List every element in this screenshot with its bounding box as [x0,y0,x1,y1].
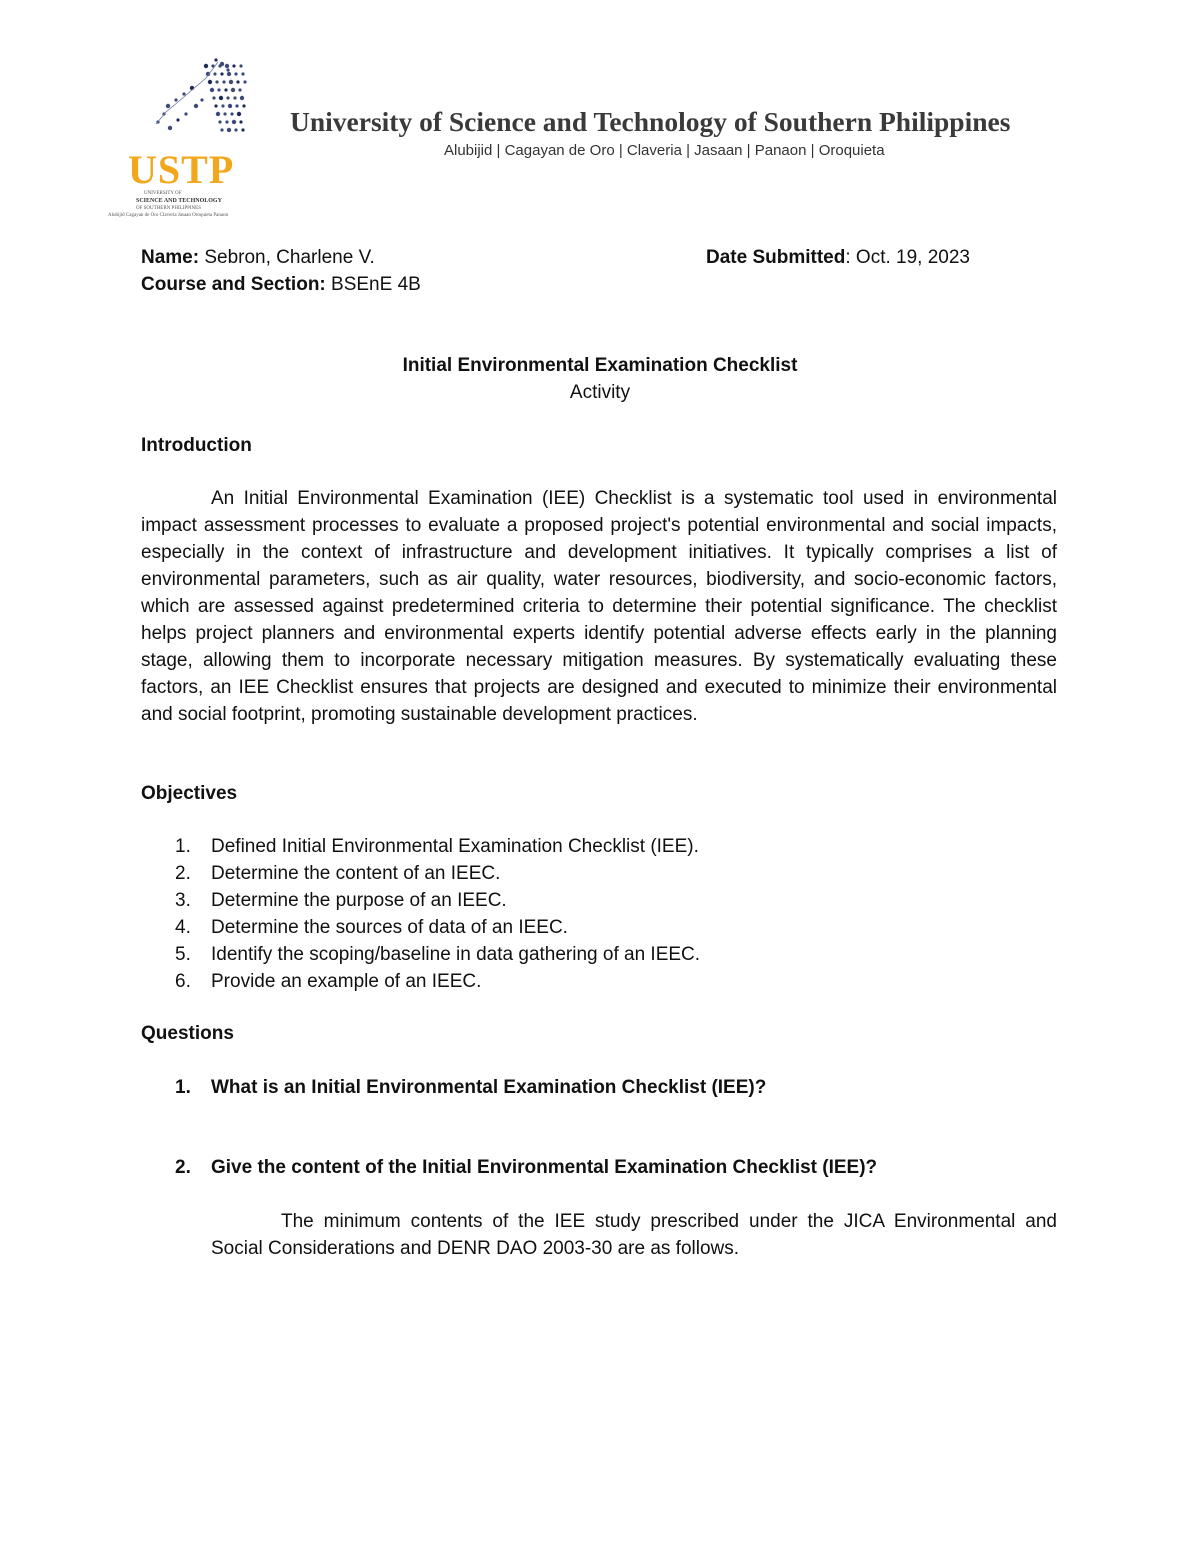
constellation-icon [106,56,286,156]
date-label: Date Submitted [706,247,846,268]
campus-list: Alubijid | Cagayan de Oro | Claveria | Jasaan | Panaon | Oroquieta [444,142,885,159]
list-item: 1. What is an Initial Environmental Examination Checklist (IEE)? [175,1077,767,1098]
logo-line-2: SCIENCE AND TECHNOLOGY [136,198,222,204]
list-item: 6. Provide an example of an IEEC. [175,971,482,992]
course-section-line [141,271,421,298]
introduction-heading: Introduction [141,435,252,456]
name-value: Sebron, Charlene V. [199,247,375,268]
list-item: 4. Determine the sources of data of an IEEC. [175,917,568,938]
logo-line-3: OF SOUTHERN PHILIPPINES [136,206,202,211]
university-name: University of Science and Technology of Southern Philippines [290,106,1011,137]
questions-heading: Questions [141,1023,234,1044]
introduction-body: An Initial Environmental Examination (IEE) Checklist is a systematic tool used in environmental impact assessment processes to evaluate a proposed project's potential environmental and social impacts, especially in the context of infrastructure and development initiatives. It typically comprises a list of environmental parameters, such as air quality, water resources, biodiversity, and socio-economic factors, which are assessed against predetermined criteria to determine their potential significance. The checklist helps project planners and environmental experts identify potential adverse effects early in the planning stage, allowing them to incorporate necessary mitigation measures. By systematically evaluating these factors, an IEE Checklist ensures that projects are designed and executed to minimize their environmental and social footprint, promoting sustainable development practices. [141,488,1057,725]
question-2 [175,1154,878,1181]
question-1 [175,1074,767,1101]
list-item: 2. Determine the content of an IEEC. [175,863,501,884]
list-item: 1. Defined Initial Environmental Examination Checklist (IEE). [175,836,699,857]
course-label: Course and Section: [141,274,326,295]
document-subtitle: Activity [569,382,631,403]
document-title: Initial Environmental Examination Checklist [402,355,798,376]
list-item: 3. Determine the purpose of an IEEC. [175,890,507,911]
logo-wordmark: USTP [128,147,235,192]
logo-line-4: Alubijid Cagayan de Oro Claveria Jasaan Oroquieta Panaon [108,213,229,218]
name-label: Name: [141,247,200,268]
logo-line-1: UNIVERSITY OF [144,191,182,196]
course-value: BSEnE 4B [325,274,421,295]
student-name-line [141,244,375,271]
ustp-logo [106,56,286,224]
objectives-heading: Objectives [141,783,238,804]
date-value: : Oct. 19, 2023 [845,247,970,268]
date-submitted-line [706,244,970,271]
list-item: 5. Identify the scoping/baseline in data gathering of an IEEC. [175,944,701,965]
answer-2: The minimum contents of the IEE study prescribed under the JICA Environmental and Social Considerations and DENR DAO 2003-30 are as follows. [211,1211,1057,1259]
list-item: 2. Give the content of the Initial Environmental Examination Checklist (IEE)? [175,1157,878,1178]
objectives-list [175,833,701,995]
